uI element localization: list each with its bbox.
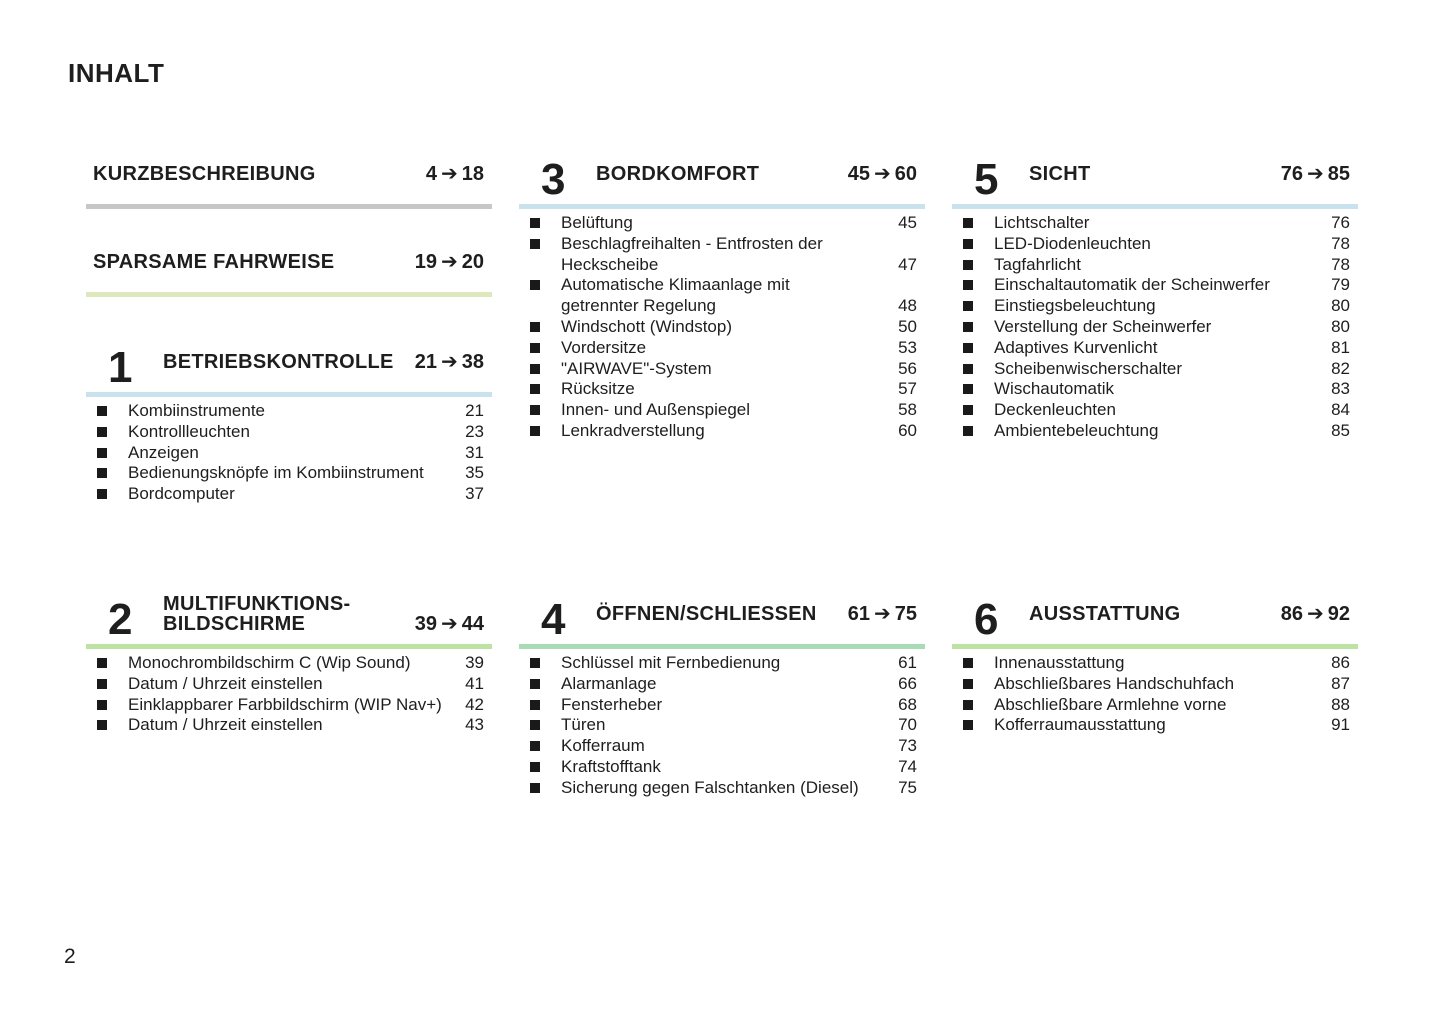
square-bullet-icon	[530, 322, 540, 332]
square-bullet-icon	[530, 720, 540, 730]
toc-entry-label: Kofferraumausstattung	[994, 715, 1166, 735]
toc-entry[interactable]	[952, 296, 1358, 317]
square-bullet-icon	[97, 448, 107, 458]
toc-entry-page: 60	[898, 420, 917, 440]
toc-entry-label: Kofferraum	[561, 736, 645, 756]
toc-entry-page: 80	[1331, 296, 1350, 316]
toc-entry-page: 75	[898, 777, 917, 797]
toc-entry[interactable]	[86, 653, 492, 674]
toc-entry-page: 83	[1331, 379, 1350, 399]
square-bullet-icon	[963, 260, 973, 270]
toc-entry[interactable]	[952, 421, 1358, 442]
toc-entry-label: Lichtschalter	[994, 213, 1090, 232]
toc-entry-label: Wischautomatik	[994, 379, 1114, 399]
square-bullet-icon	[97, 489, 107, 499]
square-bullet-icon	[530, 239, 540, 249]
square-bullet-icon	[530, 364, 540, 374]
toc-entry-page: 47	[898, 254, 917, 274]
toc-entry[interactable]	[519, 421, 925, 442]
toc-entry-page: 39	[465, 653, 484, 672]
toc-entry[interactable]	[86, 674, 492, 695]
section-title[interactable]: SPARSAME FAHRWEISE	[93, 251, 335, 273]
toc-entry-label-continued: Heckscheibe	[561, 254, 659, 274]
square-bullet-icon	[963, 301, 973, 311]
section-divider	[519, 204, 925, 209]
toc-entry-page: 84	[1331, 400, 1350, 420]
toc-entry-page: 79	[1331, 275, 1350, 295]
square-bullet-icon	[97, 427, 107, 437]
toc-entry-page: 50	[898, 316, 917, 336]
section-multifunktionsbildschirme	[86, 588, 492, 736]
toc-entry[interactable]	[519, 275, 925, 317]
square-bullet-icon	[97, 720, 107, 730]
toc-entry-page: 68	[898, 694, 917, 714]
section-page-range: 61 ➔ 75	[847, 603, 917, 625]
toc-entry[interactable]	[519, 674, 925, 695]
section-divider	[519, 644, 925, 649]
section-divider	[86, 644, 492, 649]
toc-entry-page: 80	[1331, 316, 1350, 336]
section-kurzbeschreibung	[86, 148, 492, 209]
toc-entry[interactable]	[519, 317, 925, 338]
toc-entry-label: Sicherung gegen Falschtanken (Diesel)	[561, 777, 859, 797]
toc-entry-page: 56	[898, 358, 917, 378]
square-bullet-icon	[97, 406, 107, 416]
toc-entry[interactable]	[519, 338, 925, 359]
toc-entry-label: Fensterheber	[561, 694, 663, 714]
square-bullet-icon	[530, 658, 540, 668]
square-bullet-icon	[97, 658, 107, 668]
toc-entry-label: Lenkradverstellung	[561, 420, 705, 440]
section-number: 3	[541, 155, 566, 204]
toc-entry-label: Datum / Uhrzeit einstellen	[128, 673, 323, 693]
arrow-right-icon: ➔	[873, 603, 891, 625]
toc-entry-page: 74	[898, 756, 917, 776]
toc-entry[interactable]	[86, 463, 492, 484]
toc-entry-label: "AIRWAVE"-System	[561, 358, 712, 378]
toc-entry-label: Monochrombildschirm C (Wip Sound)	[128, 653, 411, 672]
square-bullet-icon	[963, 239, 973, 249]
square-bullet-icon	[963, 679, 973, 689]
toc-entry-label: Einstiegsbeleuchtung	[994, 296, 1156, 316]
arrow-right-icon: ➔	[1306, 603, 1324, 625]
square-bullet-icon	[963, 700, 973, 710]
toc-entry-page: 31	[465, 442, 484, 462]
square-bullet-icon	[530, 741, 540, 751]
section-page-range: 4 ➔ 18	[425, 163, 484, 185]
square-bullet-icon	[530, 384, 540, 394]
square-bullet-icon	[963, 720, 973, 730]
toc-entry-page: 41	[465, 673, 484, 693]
toc-entry[interactable]	[519, 234, 925, 276]
section-oeffnen-schliessen	[519, 588, 925, 799]
section-page-range: 76 ➔ 85	[1280, 163, 1350, 185]
square-bullet-icon	[963, 405, 973, 415]
toc-entry-label: Schlüssel mit Fernbedienung	[561, 653, 781, 672]
section-page-range: 21 ➔ 38	[414, 351, 484, 373]
toc-entry-label: Beschlagfreihalten - Entfrosten der	[561, 233, 823, 253]
toc-entry[interactable]	[86, 401, 492, 422]
toc-entry-page: 21	[465, 401, 484, 420]
toc-entry-label: Türen	[561, 715, 606, 735]
toc-entry-label: Bordcomputer	[128, 484, 235, 504]
square-bullet-icon	[530, 426, 540, 436]
toc-entry[interactable]	[952, 317, 1358, 338]
toc-entry-page: 58	[898, 400, 917, 420]
arrow-right-icon: ➔	[440, 351, 458, 373]
toc-entry[interactable]	[952, 338, 1358, 359]
toc-entry[interactable]	[952, 400, 1358, 421]
toc-entry-label: Scheibenwischerschalter	[994, 358, 1183, 378]
toc-entry-label: Vordersitze	[561, 337, 647, 357]
toc-entry-label: Kraftstofftank	[561, 756, 661, 776]
arrow-right-icon: ➔	[440, 613, 458, 635]
square-bullet-icon	[530, 343, 540, 353]
toc-entry-page: 23	[465, 421, 484, 441]
toc-entry-label: Tagfahrlicht	[994, 254, 1081, 274]
toc-entry-page: 42	[465, 694, 484, 714]
toc-entry[interactable]	[519, 778, 925, 799]
square-bullet-icon	[963, 426, 973, 436]
page-number: 2	[64, 945, 76, 968]
section-number: 2	[108, 595, 133, 644]
section-number: 6	[974, 595, 999, 644]
toc-entry-page: 78	[1331, 233, 1350, 253]
toc-entry-label: Belüftung	[561, 213, 633, 232]
toc-entry-page: 82	[1331, 358, 1350, 378]
toc-entry-label: Einschaltautomatik der Scheinwerfer	[994, 275, 1270, 295]
toc-entry-page: 78	[1331, 254, 1350, 274]
toc-entry[interactable]	[519, 400, 925, 421]
section-page-range: 19 ➔ 20	[414, 251, 484, 273]
square-bullet-icon	[963, 384, 973, 394]
square-bullet-icon	[963, 218, 973, 228]
section-title[interactable]: AUSSTATTUNG	[1029, 603, 1181, 625]
toc-entry-page: 91	[1331, 715, 1350, 735]
toc-entry-label: Rücksitze	[561, 379, 635, 399]
toc-entry[interactable]	[952, 379, 1358, 400]
square-bullet-icon	[97, 700, 107, 710]
section-title[interactable]: MULTIFUNKTIONS- BILDSCHIRME	[163, 593, 351, 635]
section-title[interactable]: ÖFFNEN/SCHLIESSEN	[596, 603, 817, 625]
toc-entry-label: Einklappbarer Farbbildschirm (WIP Nav+)	[128, 694, 442, 714]
section-sparsame-fahrweise	[86, 236, 492, 297]
toc-entry-page: 35	[465, 463, 484, 483]
toc-entry-page: 88	[1331, 694, 1350, 714]
toc-entry-label: Innen- und Außenspiegel	[561, 400, 751, 420]
section-title[interactable]: KURZBESCHREIBUNG	[93, 163, 316, 185]
toc-entry-label: Kontrollleuchten	[128, 421, 250, 441]
toc-entry[interactable]	[519, 757, 925, 778]
toc-entry[interactable]	[952, 674, 1358, 695]
toc-entry[interactable]	[86, 443, 492, 464]
toc-entry-label: Windschott (Windstop)	[561, 316, 732, 336]
toc-entry[interactable]	[86, 715, 492, 736]
section-ausstattung	[952, 588, 1358, 736]
toc-entry-page: 87	[1331, 673, 1350, 693]
toc-entry[interactable]	[86, 695, 492, 716]
section-number: 1	[108, 343, 133, 392]
page-title: INHALT	[68, 58, 165, 88]
toc-entry[interactable]	[519, 695, 925, 716]
section-items	[952, 653, 1358, 736]
toc-entry-label: Ambientebeleuchtung	[994, 420, 1159, 440]
toc-entry-label-continued: getrennter Regelung	[561, 296, 717, 316]
square-bullet-icon	[97, 679, 107, 689]
square-bullet-icon	[530, 405, 540, 415]
section-items	[952, 213, 1358, 442]
section-divider	[86, 204, 492, 209]
section-betriebskontrolle	[86, 336, 492, 505]
square-bullet-icon	[963, 343, 973, 353]
section-title[interactable]: BETRIEBSKONTROLLE	[163, 351, 394, 373]
square-bullet-icon	[530, 700, 540, 710]
square-bullet-icon	[963, 322, 973, 332]
section-divider	[86, 392, 492, 397]
toc-entry-label: Kombiinstrumente	[128, 401, 266, 420]
toc-entry[interactable]	[86, 422, 492, 443]
square-bullet-icon	[963, 280, 973, 290]
toc-entry-page: 43	[465, 715, 484, 735]
section-number: 5	[974, 155, 999, 204]
toc-entry[interactable]	[519, 359, 925, 380]
toc-entry[interactable]	[952, 213, 1358, 234]
square-bullet-icon	[530, 783, 540, 793]
toc-entry[interactable]	[952, 255, 1358, 276]
toc-entry-label: Verstellung der Scheinwerfer	[994, 316, 1212, 336]
section-divider	[86, 292, 492, 297]
toc-entry-page: 61	[898, 653, 917, 672]
toc-entry-page: 45	[898, 213, 917, 232]
square-bullet-icon	[530, 218, 540, 228]
arrow-right-icon: ➔	[1306, 163, 1324, 185]
toc-entry[interactable]	[519, 715, 925, 736]
toc-entry[interactable]	[952, 715, 1358, 736]
toc-entry-label: Innenausstattung	[994, 653, 1125, 672]
toc-entry-label: Abschließbares Handschuhfach	[994, 673, 1235, 693]
toc-entry-page: 70	[898, 715, 917, 735]
toc-entry-page: 66	[898, 673, 917, 693]
toc-entry-label: Datum / Uhrzeit einstellen	[128, 715, 323, 735]
section-page-range: 86 ➔ 92	[1280, 603, 1350, 625]
square-bullet-icon	[97, 468, 107, 478]
section-bordkomfort	[519, 148, 925, 442]
section-page-range: 39 ➔ 44	[414, 613, 484, 635]
toc-entry[interactable]	[519, 213, 925, 234]
square-bullet-icon	[963, 658, 973, 668]
section-items	[86, 401, 492, 505]
square-bullet-icon	[530, 679, 540, 689]
toc-entry-page: 37	[465, 484, 484, 504]
toc-entry[interactable]	[519, 379, 925, 400]
toc-entry-label: Bedienungsknöpfe im Kombiinstrument	[128, 463, 424, 483]
section-items	[519, 653, 925, 799]
section-divider	[952, 644, 1358, 649]
toc-entry-page: 53	[898, 337, 917, 357]
toc-entry-page: 86	[1331, 653, 1350, 672]
toc-entry-label: LED-Diodenleuchten	[994, 233, 1151, 253]
section-sicht	[952, 148, 1358, 442]
toc-entry-page: 73	[898, 736, 917, 756]
toc-entry-page: 85	[1331, 420, 1350, 440]
section-title[interactable]: BORDKOMFORT	[596, 163, 760, 185]
square-bullet-icon	[963, 364, 973, 374]
arrow-right-icon: ➔	[440, 251, 458, 273]
toc-entry[interactable]	[952, 695, 1358, 716]
toc-entry-label: Deckenleuchten	[994, 400, 1116, 420]
toc-entry[interactable]	[952, 653, 1358, 674]
square-bullet-icon	[530, 762, 540, 772]
toc-entry[interactable]	[952, 359, 1358, 380]
toc-entry[interactable]	[86, 484, 492, 505]
toc-entry[interactable]	[952, 234, 1358, 255]
toc-entry[interactable]	[519, 653, 925, 674]
toc-entry-page: 57	[898, 379, 917, 399]
section-items	[519, 213, 925, 442]
toc-entry-page: 81	[1331, 337, 1350, 357]
arrow-right-icon: ➔	[440, 163, 458, 185]
toc-entry-label: Automatische Klimaanlage mit	[561, 275, 790, 295]
section-divider	[952, 204, 1358, 209]
arrow-right-icon: ➔	[873, 163, 891, 185]
section-page-range: 45 ➔ 60	[847, 163, 917, 185]
section-number: 4	[541, 595, 566, 644]
toc-entry-label: Abschließbare Armlehne vorne	[994, 694, 1227, 714]
toc-entry-page: 76	[1331, 213, 1350, 232]
toc-entry[interactable]	[952, 275, 1358, 296]
square-bullet-icon	[530, 280, 540, 290]
section-items	[86, 653, 492, 736]
toc-entry-page: 48	[898, 296, 917, 316]
section-title[interactable]: SICHT	[1029, 163, 1091, 185]
toc-entry-label: Adaptives Kurvenlicht	[994, 337, 1158, 357]
toc-entry-label: Anzeigen	[128, 442, 199, 462]
toc-entry[interactable]	[519, 736, 925, 757]
toc-entry-label: Alarmanlage	[561, 673, 657, 693]
